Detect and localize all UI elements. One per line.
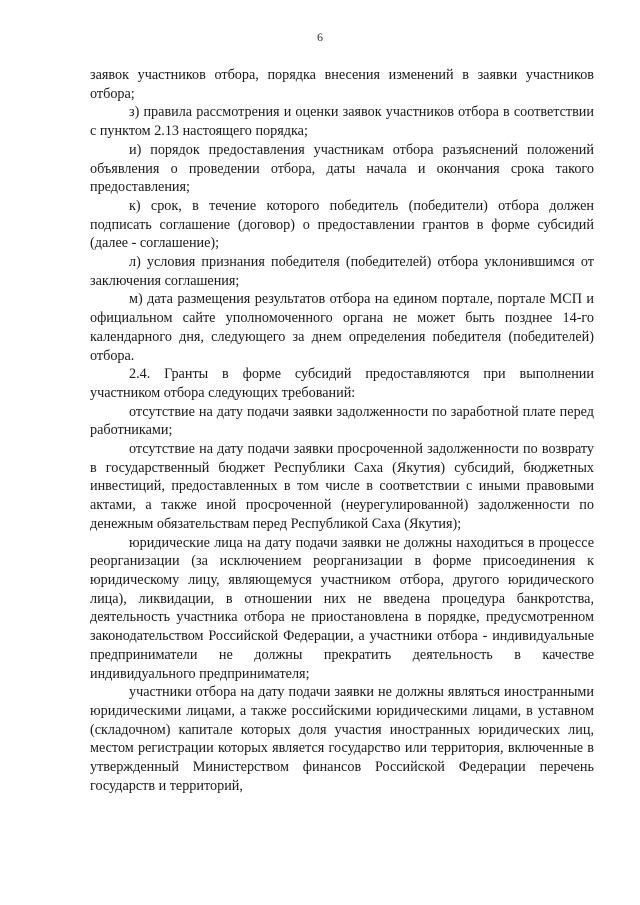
paragraph-item-l: л) условия признания победителя (победителей) отбора уклонившимся от заключения соглашения; [90, 254, 594, 289]
paragraph-requirement-reorganization: юридические лица на дату подачи заявки не должны находиться в процессе реорганизации (за исключением реорганизации в форме присоединения к юридическому лицу, являющемуся участником отбора, другого юридического лица), ликвидации, в отношении них не введена процедура банкротства, деятельность участника отбора не приостановлена в порядке, предусмотренном законодательством Российской Федерации, а участники отбора - индивидуальные предприниматели не должны прекратить деятельность в качестве индивидуального предпринимателя; [90, 534, 594, 682]
paragraph-item-m: м) дата размещения результатов отбора на едином портале, портале МСП и официальном сайте уполномоченного органа не может быть позднее 14-го календарного дня, следующего за днем определения победителя (победителей) отбора. [90, 291, 594, 364]
paragraph-item-z: з) правила рассмотрения и оценки заявок участников отбора в соответствии с пунктом 2.13 настоящего порядка; [90, 104, 594, 140]
paragraph-requirement-wages: отсутствие на дату подачи заявки задолженности по заработной плате перед работниками; [90, 403, 594, 439]
paragraph-requirement-debt: отсутствие на дату подачи заявки просроченной задолженности по возврату в государственный бюджет Республики Саха (Якутия) субсидий, бюджетных инвестиций, предоставленных в том числе в соответствии с иными правовыми актами, а также иной просроченной (неурегулированной) задолженности по денежным обязательствам перед Республикой Саха (Якутия); [90, 441, 594, 532]
paragraph-item-i: и) порядок предоставления участникам отбора разъяснений положений объявления о проведении отбора, даты начала и окончания срока такого предоставления; [90, 141, 594, 196]
paragraph-section-2-4: 2.4. Гранты в форме субсидий предоставляются при выполнении участником отбора следующих требований: [90, 366, 594, 401]
paragraph-continuation: заявок участников отбора, порядка внесения изменений в заявки участников отбора; [90, 67, 594, 102]
document-body [90, 66, 594, 795]
paragraph-item-k: к) срок, в течение которого победитель (победители) отбора должен подписать соглашение (договор) о предоставлении грантов в форме субсидий (далее - соглашение); [90, 197, 594, 252]
paragraph-requirement-foreign: участники отбора на дату подачи заявки не должны являться иностранными юридическими лицами, а также российскими юридическими лицами, в уставном (складочном) капитале которых доля участия иностранных юридических лиц, местом регистрации которых является государство или территория, включенные в утвержденный Министерством финансов Российской Федерации перечень государств и территорий, [90, 684, 594, 794]
page-number: 6 [317, 30, 323, 44]
